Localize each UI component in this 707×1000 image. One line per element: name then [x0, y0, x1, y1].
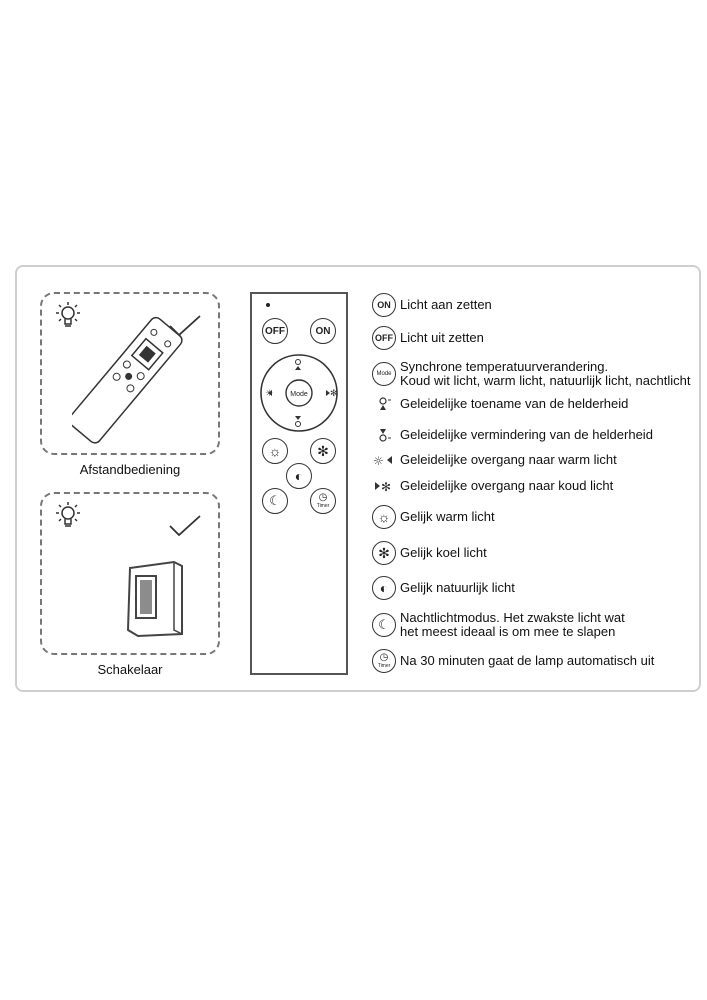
- legend-text-line: Synchrone temperatuurverandering.: [400, 359, 609, 374]
- legend-text: Na 30 minuten gaat de lamp automatisch uit: [400, 653, 655, 668]
- off-button[interactable]: [262, 318, 288, 344]
- remote-illustration: [72, 314, 212, 444]
- remote-control-label: Afstandbediening: [79, 462, 181, 477]
- warm-light-button[interactable]: ☼: [262, 438, 288, 464]
- legend-row-brightness-down: [372, 427, 653, 443]
- legend-row-off: [372, 326, 484, 350]
- wall-switch-illustration: [122, 560, 186, 638]
- legend-text: [400, 360, 690, 388]
- cool-transition-icon: [372, 479, 396, 493]
- legend-row-cool-light: [372, 541, 487, 565]
- legend-row-mode: [372, 360, 690, 388]
- on-button-icon: [372, 293, 396, 317]
- legend-row-cool-transition: [372, 479, 613, 493]
- night-light-button[interactable]: ☾: [262, 488, 288, 514]
- legend-row-timer: [372, 649, 654, 673]
- cool-light-button[interactable]: ✻: [310, 438, 336, 464]
- mode-button[interactable]: [286, 381, 312, 407]
- natural-light-icon: ◐: [372, 576, 396, 600]
- legend-text: [400, 611, 625, 639]
- svg-text:☼: ☼: [373, 454, 384, 467]
- legend-text: Geleidelijke toename van de helderheid: [400, 396, 629, 411]
- svg-text:✻: ✻: [330, 389, 338, 399]
- night-light-icon: ☾: [372, 613, 396, 637]
- legend-text: Gelijk koel licht: [400, 545, 487, 560]
- legend-row-night-light: [372, 611, 625, 639]
- legend-row-on: [372, 293, 492, 317]
- warm-light-icon: ☼: [372, 505, 396, 529]
- off-button-label: OFF: [265, 325, 285, 337]
- legend-row-natural-light: [372, 576, 515, 600]
- legend-text: Licht uit zetten: [400, 330, 484, 345]
- legend-row-brightness-up: [372, 396, 628, 412]
- off-button-icon: [372, 326, 396, 350]
- timer-icon-label: Timer: [377, 663, 391, 669]
- on-button[interactable]: [310, 318, 336, 344]
- timer-button-icon: ◷: [318, 492, 328, 503]
- wall-switch-label: Schakelaar: [97, 662, 163, 677]
- svg-text:✻: ✻: [381, 480, 392, 493]
- check-mark-icon: [168, 514, 202, 538]
- legend-row-warm-transition: [372, 453, 617, 467]
- brightness-down-button[interactable]: [290, 414, 308, 432]
- timer-button-label: Timer: [316, 503, 330, 509]
- brightness-down-icon: [372, 427, 396, 443]
- timer-button[interactable]: [310, 488, 336, 514]
- legend-text: Geleidelijke vermindering van de helderheid: [400, 427, 653, 442]
- legend-text: Licht aan zetten: [400, 297, 492, 312]
- legend-text-line: Nachtlichtmodus. Het zwakste licht wat: [400, 610, 625, 625]
- brightness-up-button[interactable]: [290, 354, 308, 372]
- off-icon-label: OFF: [375, 333, 393, 343]
- natural-light-button[interactable]: ◐: [286, 463, 312, 489]
- cool-light-icon: ✻: [372, 541, 396, 565]
- bulb-icon: [50, 500, 90, 534]
- timer-icon: [372, 649, 396, 673]
- cool-transition-button[interactable]: [320, 384, 338, 402]
- on-icon-label: ON: [377, 300, 391, 310]
- timer-icon-glyph: ◷: [379, 652, 389, 663]
- mode-button-icon: [372, 362, 396, 386]
- brightness-up-icon: [372, 396, 396, 412]
- on-button-label: ON: [315, 325, 331, 337]
- legend-text: Geleidelijke overgang naar koud licht: [400, 478, 614, 493]
- svg-text:☼: ☼: [265, 389, 274, 399]
- mode-icon-label: Mode: [376, 371, 392, 377]
- warm-transition-button[interactable]: [260, 384, 278, 402]
- legend-text-line: het meest ideaal is om mee te slapen: [400, 624, 616, 639]
- legend-text-line: Koud wit licht, warm licht, natuurlijk licht, nachtlicht: [400, 373, 691, 388]
- mode-button-label: Mode: [290, 390, 308, 398]
- legend-row-warm-light: [372, 505, 495, 529]
- legend-text: Gelijk natuurlijk licht: [400, 580, 515, 595]
- legend-text: Geleidelijke overgang naar warm licht: [400, 452, 617, 467]
- warm-transition-icon: [372, 453, 396, 467]
- indicator-led: [266, 303, 270, 307]
- legend-text: Gelijk warm licht: [400, 509, 495, 524]
